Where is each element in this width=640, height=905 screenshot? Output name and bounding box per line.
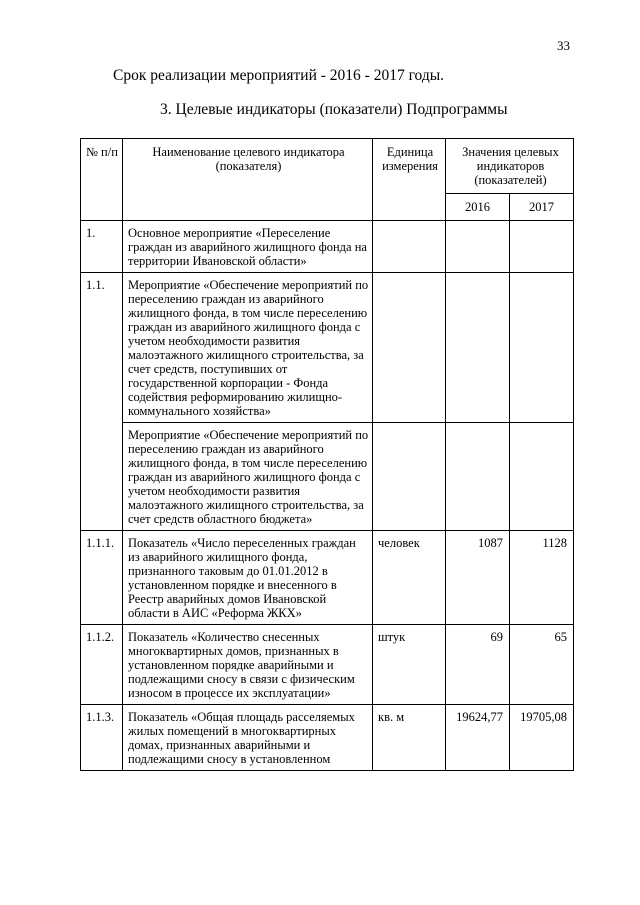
row-value-2017: 1128 [510, 531, 574, 625]
row-name: Основное мероприятие «Переселение граждан из аварийного жилищного фонда на территории Ивановской области» [123, 221, 373, 273]
row-num: 1.1. [81, 273, 123, 531]
row-value-2016: 19624,77 [446, 705, 510, 771]
row-unit [373, 423, 446, 531]
row-value-2017 [510, 423, 574, 531]
row-unit: кв. м [373, 705, 446, 771]
table-row [81, 705, 574, 771]
row-unit [373, 273, 446, 423]
header-name: Наименование целевого индикатора (показателя) [123, 139, 373, 221]
row-name: Показатель «Количество снесенных многоквартирных домов, признанных в установленном порядке аварийными и подлежащими сносу в связи с физическим износом в процессе их эксплуатации» [123, 625, 373, 705]
row-name: Показатель «Общая площадь расселяемых жилых помещений в многоквартирных домах, признанных аварийными и подлежащими сносу в установленном [123, 705, 373, 771]
section-title: 3. Целевые индикаторы (показатели) Подпрограммы [160, 101, 508, 118]
row-value-2016 [446, 273, 510, 423]
row-value-2016 [446, 423, 510, 531]
table-row [81, 423, 574, 531]
indicators-table [80, 138, 574, 771]
row-value-2016: 1087 [446, 531, 510, 625]
row-value-2016: 69 [446, 625, 510, 705]
table-row [81, 273, 574, 423]
row-name: Показатель «Число переселенных граждан из аварийного жилищного фонда, признанного таковым до 01.01.2012 в установленном порядке и внесенного в Реестр аварийных домов Ивановской области в АИС «Реформа ЖКХ» [123, 531, 373, 625]
row-value-2017: 65 [510, 625, 574, 705]
header-row [81, 139, 574, 194]
row-num: 1.1.3. [81, 705, 123, 771]
row-num: 1.1.1. [81, 531, 123, 625]
row-value-2017: 19705,08 [510, 705, 574, 771]
row-unit [373, 221, 446, 273]
table-row [81, 221, 574, 273]
row-num: 1. [81, 221, 123, 273]
header-values: Значения целевых индикаторов (показателей) [446, 139, 574, 194]
header-year-2016: 2016 [446, 194, 510, 221]
page-number: 33 [557, 38, 570, 53]
implementation-period: Срок реализации мероприятий - 2016 - 2017 годы. [113, 67, 445, 84]
row-name: Мероприятие «Обеспечение мероприятий по переселению граждан из аварийного жилищного фонда, в том числе переселению граждан из аварийного жилищного фонда с учетом необходимости развития малоэтажного жилищного строительства, за счет средств, поступивших от государственной корпорации - Фонда содействия реформированию жилищно-коммунального хозяйства» [123, 273, 373, 423]
row-name: Мероприятие «Обеспечение мероприятий по переселению граждан из аварийного жилищного фонда, в том числе переселению граждан из аварийного жилищного фонда с учетом необходимости развития малоэтажного жилищного строительства, за счет средств областного бюджета» [123, 423, 373, 531]
header-num: № п/п [81, 139, 123, 221]
row-value-2017 [510, 221, 574, 273]
table-row [81, 531, 574, 625]
row-value-2016 [446, 221, 510, 273]
row-value-2017 [510, 273, 574, 423]
header-year-2017: 2017 [510, 194, 574, 221]
header-unit: Единица измерения [373, 139, 446, 221]
table-row [81, 625, 574, 705]
row-num: 1.1.2. [81, 625, 123, 705]
row-unit: человек [373, 531, 446, 625]
row-unit: штук [373, 625, 446, 705]
